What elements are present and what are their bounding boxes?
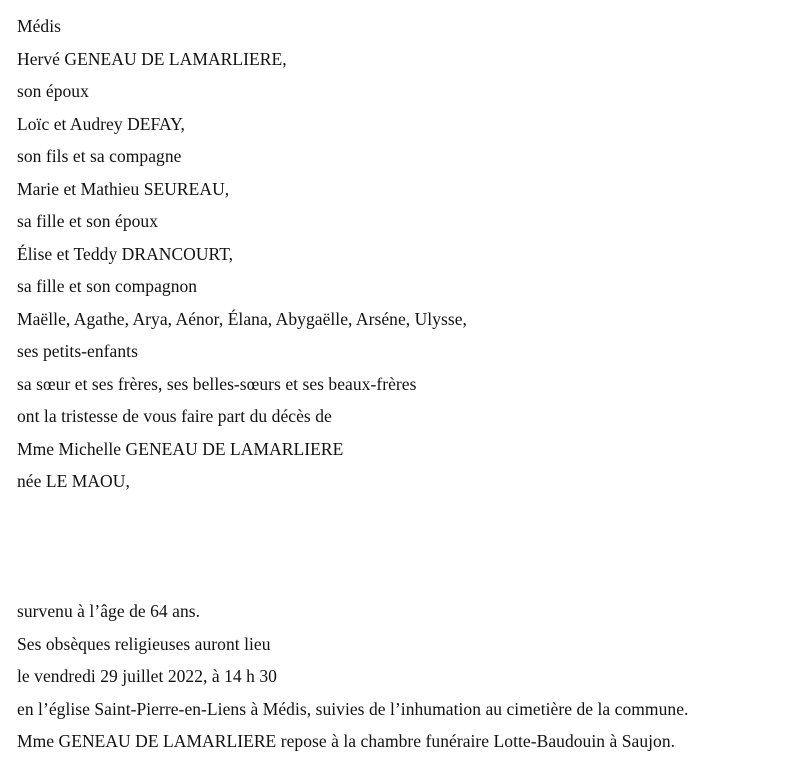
family-relation-line: sa fille et son compagnon bbox=[17, 276, 198, 296]
intro-line: ont la tristesse de vous faire part du décès de bbox=[17, 406, 332, 426]
grandchildren-relation-line: ses petits-enfants bbox=[17, 341, 138, 361]
family-relation-line: son fils et sa compagne bbox=[17, 146, 182, 166]
deceased-name: Mme Michelle GENEAU DE LAMARLIERE bbox=[17, 438, 344, 459]
location-line: Médis bbox=[17, 16, 61, 36]
family-relation-line: sa fille et son époux bbox=[17, 211, 159, 231]
funeral-date-line: le vendredi 29 juillet 2022, à 14 h 30 bbox=[17, 666, 277, 686]
family-names-line: Hervé GENEAU DE LAMARLIERE, bbox=[17, 48, 287, 69]
family-names-line: Loïc et Audrey DEFAY, bbox=[17, 113, 185, 134]
family-names-line: Élise et Teddy DRANCOURT, bbox=[17, 243, 234, 264]
grandchildren-names-line: Maëlle, Agathe, Arya, Aénor, Élana, Abygaëlle, Arséne, Ulysse, bbox=[17, 308, 467, 329]
funeral-intro-line: Ses obsèques religieuses auront lieu bbox=[17, 633, 271, 654]
age-line: survenu à l’âge de 64 ans. bbox=[17, 601, 201, 621]
birth-name: née LE MAOU, bbox=[17, 471, 130, 491]
family-relation-line: son époux bbox=[17, 81, 89, 101]
siblings-line: sa sœur et ses frères, ses belles-sœurs et ses beaux-frères bbox=[17, 373, 417, 394]
blank-space bbox=[17, 498, 800, 596]
obituary-notice bbox=[17, 10, 800, 758]
family-names-line: Marie et Mathieu SEUREAU, bbox=[17, 178, 230, 199]
funeral-place-line: en l’église Saint-Pierre-en-Liens à Médis, suivies de l’inhumation au cimetière de la commune. bbox=[17, 698, 689, 719]
rest-place-line: Mme GENEAU DE LAMARLIERE repose à la chambre funéraire Lotte-Baudouin à Saujon. bbox=[17, 731, 676, 751]
